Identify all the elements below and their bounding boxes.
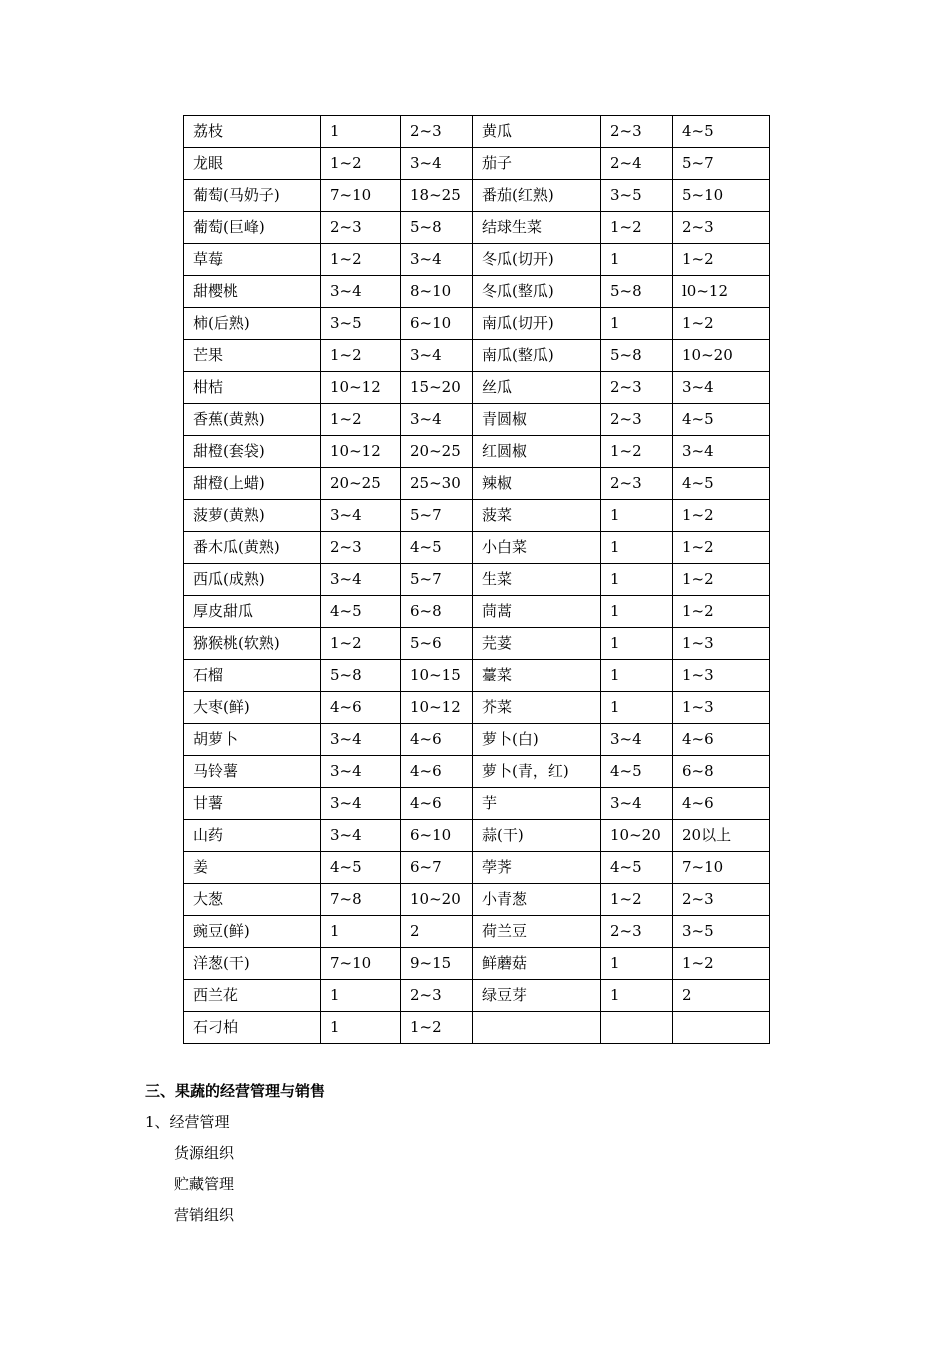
table-cell: 5~8 — [601, 340, 673, 372]
table-cell: 1~2 — [401, 1012, 473, 1044]
table-cell: 18~25 — [401, 180, 473, 212]
table-cell: 20~25 — [401, 436, 473, 468]
table-row — [184, 116, 770, 148]
table-cell: 2~3 — [601, 404, 673, 436]
table-cell: 1~3 — [673, 692, 770, 724]
table-cell: 6~8 — [673, 756, 770, 788]
table-row — [184, 628, 770, 660]
table-row — [184, 1012, 770, 1044]
table-cell: 结球生菜 — [473, 212, 601, 244]
table-cell: 2~3 — [401, 980, 473, 1012]
table-cell: 4~5 — [321, 596, 401, 628]
table-cell: 10~20 — [601, 820, 673, 852]
table-cell: 生菜 — [473, 564, 601, 596]
table-cell — [673, 1012, 770, 1044]
table-cell: 2~3 — [601, 116, 673, 148]
table-cell: 7~10 — [321, 948, 401, 980]
table-cell: 4~6 — [673, 788, 770, 820]
table-cell: 马铃薯 — [184, 756, 321, 788]
table-cell: 1 — [601, 564, 673, 596]
table-cell: 1 — [321, 1012, 401, 1044]
table-cell: 丝瓜 — [473, 372, 601, 404]
table-row — [184, 468, 770, 500]
table-cell: 1 — [601, 244, 673, 276]
table-cell: 大枣(鲜) — [184, 692, 321, 724]
table-cell: 1 — [321, 116, 401, 148]
table-cell: 1 — [601, 532, 673, 564]
table-cell: 甘薯 — [184, 788, 321, 820]
table-cell: 柿(后熟) — [184, 308, 321, 340]
table-cell: 绿豆芽 — [473, 980, 601, 1012]
table-cell: 5~7 — [401, 500, 473, 532]
table-cell: 1~2 — [321, 340, 401, 372]
table-row — [184, 916, 770, 948]
table-cell: 5~10 — [673, 180, 770, 212]
table-cell: 山药 — [184, 820, 321, 852]
table-cell: 1~2 — [673, 564, 770, 596]
table-cell: 2~3 — [601, 372, 673, 404]
table-row — [184, 436, 770, 468]
table-cell: 龙眼 — [184, 148, 321, 180]
table-cell: 3~4 — [321, 276, 401, 308]
table-cell: 萝卜(白) — [473, 724, 601, 756]
table-cell: 香蕉(黄熟) — [184, 404, 321, 436]
table-row — [184, 948, 770, 980]
table-cell: 5~7 — [401, 564, 473, 596]
table-cell: 6~10 — [401, 820, 473, 852]
sub-heading: 1、经营管理 — [145, 1113, 230, 1131]
table-cell: 番茄(红熟) — [473, 180, 601, 212]
table-cell: 4~5 — [673, 404, 770, 436]
table-cell: 4~5 — [321, 852, 401, 884]
table-row — [184, 532, 770, 564]
table-row — [184, 724, 770, 756]
list-item-marketing: 营销组织 — [174, 1206, 235, 1224]
table-cell: 5~8 — [321, 660, 401, 692]
table-cell: 菠萝(黄熟) — [184, 500, 321, 532]
table-cell: 10~12 — [401, 692, 473, 724]
table-cell: 辣椒 — [473, 468, 601, 500]
table-cell: 3~5 — [601, 180, 673, 212]
table-cell: 菠菜 — [473, 500, 601, 532]
table-cell: 厚皮甜瓜 — [184, 596, 321, 628]
table-cell: 7~10 — [321, 180, 401, 212]
table-cell: 4~6 — [321, 692, 401, 724]
table-cell: 5~7 — [673, 148, 770, 180]
storage-days-table — [183, 115, 770, 1044]
table-cell: 西兰花 — [184, 980, 321, 1012]
table-cell: 萝卜(青，红) — [473, 756, 601, 788]
table-cell: 3~4 — [601, 788, 673, 820]
table-cell: 芋 — [473, 788, 601, 820]
table-cell: 2~3 — [673, 884, 770, 916]
table-cell: 5~8 — [401, 212, 473, 244]
table-cell: 3~4 — [673, 436, 770, 468]
table-body — [184, 116, 770, 1044]
table-row — [184, 564, 770, 596]
table-cell: 荸荠 — [473, 852, 601, 884]
table-cell: 1~2 — [601, 884, 673, 916]
table-row — [184, 404, 770, 436]
table-cell: 3~4 — [321, 756, 401, 788]
table-cell: 石榴 — [184, 660, 321, 692]
table-cell: 鲜蘑菇 — [473, 948, 601, 980]
table-cell: 猕猴桃(软熟) — [184, 628, 321, 660]
table-cell: 8~10 — [401, 276, 473, 308]
table-cell: 2~3 — [601, 468, 673, 500]
table-cell: 3~4 — [321, 820, 401, 852]
table-row — [184, 244, 770, 276]
table-cell: 1~2 — [321, 404, 401, 436]
table-cell: 1 — [601, 596, 673, 628]
table-cell: 2 — [401, 916, 473, 948]
table-cell: 4~6 — [401, 788, 473, 820]
table-cell: 25~30 — [401, 468, 473, 500]
table-cell: 薹菜 — [473, 660, 601, 692]
table-cell: 1~2 — [321, 628, 401, 660]
table-cell: 豌豆(鲜) — [184, 916, 321, 948]
table-row — [184, 596, 770, 628]
table-cell: 石刁柏 — [184, 1012, 321, 1044]
table-cell: 芥菜 — [473, 692, 601, 724]
table-cell: 3~4 — [401, 244, 473, 276]
table-cell: l0~12 — [673, 276, 770, 308]
table-cell: 3~4 — [401, 404, 473, 436]
table-cell: 1~2 — [673, 532, 770, 564]
table-cell — [473, 1012, 601, 1044]
table-cell: 1~2 — [673, 948, 770, 980]
table-row — [184, 372, 770, 404]
table-cell: 3~4 — [401, 340, 473, 372]
table-cell: 冬瓜(整瓜) — [473, 276, 601, 308]
table-row — [184, 884, 770, 916]
table-cell: 草莓 — [184, 244, 321, 276]
table-cell: 4~5 — [673, 116, 770, 148]
table-cell: 9~15 — [401, 948, 473, 980]
table-cell: 葡萄(马奶子) — [184, 180, 321, 212]
table-cell: 1~2 — [673, 500, 770, 532]
table-cell: 20~25 — [321, 468, 401, 500]
table-cell: 西瓜(成熟) — [184, 564, 321, 596]
table-row — [184, 212, 770, 244]
table-cell: 茄子 — [473, 148, 601, 180]
table-cell: 10~15 — [401, 660, 473, 692]
table-cell: 2 — [673, 980, 770, 1012]
table-cell: 2~3 — [601, 916, 673, 948]
table-cell: 南瓜(整瓜) — [473, 340, 601, 372]
table-row — [184, 340, 770, 372]
table-row — [184, 660, 770, 692]
table-cell: 甜樱桃 — [184, 276, 321, 308]
table-cell: 1 — [601, 980, 673, 1012]
table-cell: 3~5 — [673, 916, 770, 948]
table-cell: 红圆椒 — [473, 436, 601, 468]
table-cell: 4~5 — [401, 532, 473, 564]
table-cell: 2~3 — [673, 212, 770, 244]
table-cell: 4~6 — [401, 724, 473, 756]
section-heading: 三、果蔬的经营管理与销售 — [145, 1082, 326, 1100]
table-row — [184, 820, 770, 852]
table-cell: 10~12 — [321, 436, 401, 468]
list-item-storage: 贮藏管理 — [174, 1175, 235, 1193]
table-cell: 4~5 — [673, 468, 770, 500]
table-cell: 1 — [601, 948, 673, 980]
table-row — [184, 308, 770, 340]
table-cell: 3~4 — [601, 724, 673, 756]
table-cell: 芫荽 — [473, 628, 601, 660]
table-row — [184, 980, 770, 1012]
table-cell: 小白菜 — [473, 532, 601, 564]
table-cell: 1 — [321, 916, 401, 948]
table-cell: 3~5 — [321, 308, 401, 340]
table-cell: 4~5 — [601, 852, 673, 884]
table-cell: 1~2 — [673, 308, 770, 340]
table-cell: 10~20 — [673, 340, 770, 372]
table-cell: 7~8 — [321, 884, 401, 916]
table-row — [184, 756, 770, 788]
table-cell: 6~10 — [401, 308, 473, 340]
table-cell: 芒果 — [184, 340, 321, 372]
table-cell: 5~8 — [601, 276, 673, 308]
list-item-sourcing: 货源组织 — [174, 1144, 235, 1162]
table-cell: 3~4 — [673, 372, 770, 404]
table-cell: 1~2 — [321, 148, 401, 180]
table-cell: 6~7 — [401, 852, 473, 884]
table-cell: 4~6 — [401, 756, 473, 788]
table-cell: 1~2 — [673, 596, 770, 628]
table-cell: 2~3 — [321, 532, 401, 564]
table-cell: 小青葱 — [473, 884, 601, 916]
table-cell: 1~3 — [673, 660, 770, 692]
table-row — [184, 276, 770, 308]
table-cell: 1~2 — [321, 244, 401, 276]
table-row — [184, 500, 770, 532]
table-cell: 20以上 — [673, 820, 770, 852]
table-row — [184, 180, 770, 212]
table-cell: 7~10 — [673, 852, 770, 884]
table-cell: 5~6 — [401, 628, 473, 660]
table-cell: 1 — [601, 628, 673, 660]
table-cell: 茼蒿 — [473, 596, 601, 628]
table-cell: 15~20 — [401, 372, 473, 404]
table-cell: 冬瓜(切开) — [473, 244, 601, 276]
table-cell: 2~4 — [601, 148, 673, 180]
table-row — [184, 788, 770, 820]
table-cell: 1 — [321, 980, 401, 1012]
table-cell: 蒜(干) — [473, 820, 601, 852]
table-cell — [601, 1012, 673, 1044]
table-cell: 1~3 — [673, 628, 770, 660]
table-cell: 姜 — [184, 852, 321, 884]
table-cell: 青圆椒 — [473, 404, 601, 436]
table-cell: 3~4 — [321, 788, 401, 820]
table-cell: 10~12 — [321, 372, 401, 404]
table-cell: 甜橙(上蜡) — [184, 468, 321, 500]
table-cell: 番木瓜(黄熟) — [184, 532, 321, 564]
table-cell: 葡萄(巨峰) — [184, 212, 321, 244]
table-cell: 1~2 — [673, 244, 770, 276]
table-cell: 1 — [601, 660, 673, 692]
table-cell: 3~4 — [321, 724, 401, 756]
table-cell: 1~2 — [601, 436, 673, 468]
table-cell: 2~3 — [401, 116, 473, 148]
table-cell: 荷兰豆 — [473, 916, 601, 948]
table-cell: 大葱 — [184, 884, 321, 916]
table-row — [184, 852, 770, 884]
table-cell: 3~4 — [401, 148, 473, 180]
table-cell: 4~5 — [601, 756, 673, 788]
table-cell: 1 — [601, 308, 673, 340]
table-cell: 洋葱(干) — [184, 948, 321, 980]
table-cell: 4~6 — [673, 724, 770, 756]
table-cell: 荔枝 — [184, 116, 321, 148]
table-cell: 柑桔 — [184, 372, 321, 404]
table-row — [184, 148, 770, 180]
table-cell: 2~3 — [321, 212, 401, 244]
table-cell: 南瓜(切开) — [473, 308, 601, 340]
table-cell: 1 — [601, 692, 673, 724]
table-cell: 胡萝卜 — [184, 724, 321, 756]
table-cell: 1 — [601, 500, 673, 532]
table-row — [184, 692, 770, 724]
table-cell: 1~2 — [601, 212, 673, 244]
table-cell: 3~4 — [321, 500, 401, 532]
table-cell: 黄瓜 — [473, 116, 601, 148]
table-cell: 10~20 — [401, 884, 473, 916]
table-cell: 6~8 — [401, 596, 473, 628]
table-cell: 3~4 — [321, 564, 401, 596]
table-cell: 甜橙(套袋) — [184, 436, 321, 468]
